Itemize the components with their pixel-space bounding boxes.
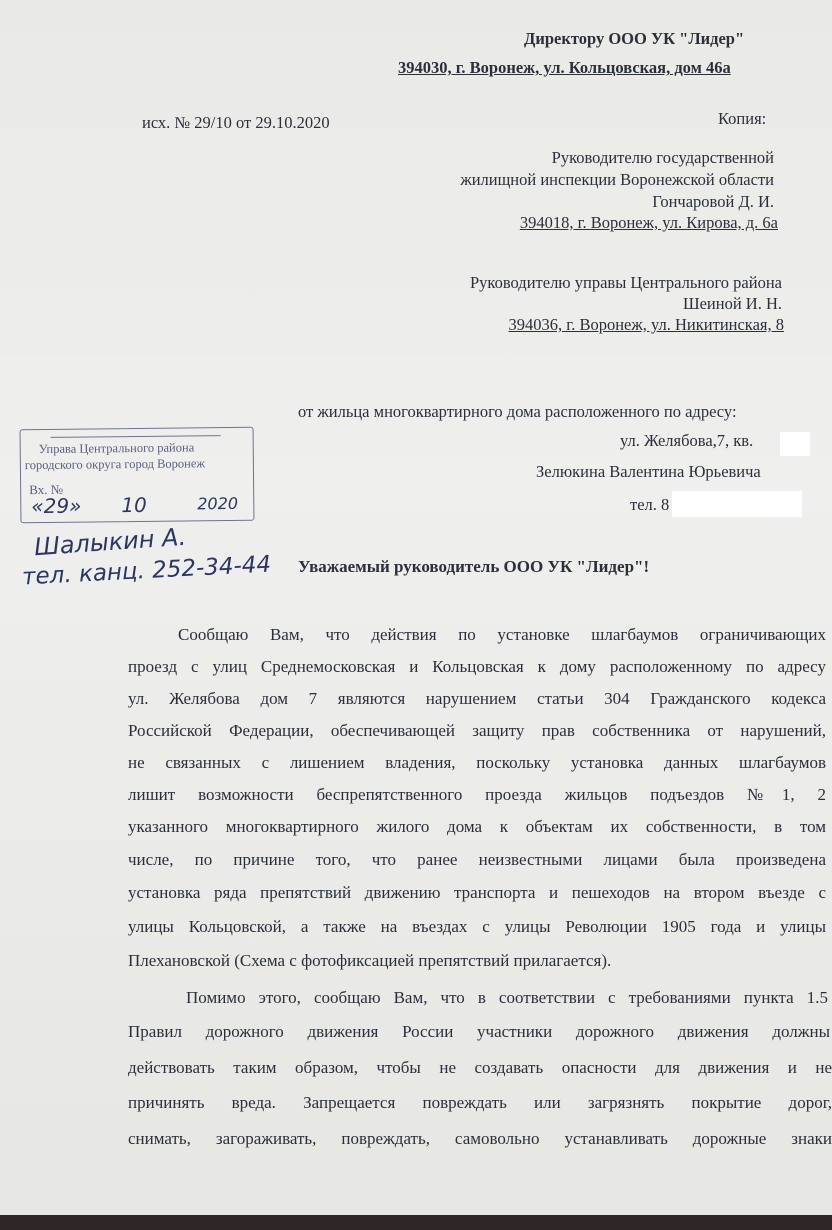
- registration-stamp: [20, 427, 255, 523]
- copy1-line2: жилищной инспекции Воронежской области: [460, 170, 774, 189]
- body-line: не связанных с лишением владения, поскольку установка данных шлагбаумов: [128, 753, 826, 772]
- body-line: действовать таким образом, чтобы не создавать опасности для движения и не: [128, 1058, 832, 1077]
- stamp-line2: городского округа город Воронеж: [24, 456, 206, 473]
- redaction-box: [672, 491, 802, 517]
- copy1-line1: Руководителю государственной: [551, 148, 774, 167]
- stamp-day: «29»: [31, 493, 82, 519]
- addressee-address: 394030, г. Воронеж, ул. Кольцовская, дом 46а: [398, 58, 731, 77]
- table-surface: [0, 1215, 832, 1230]
- body-line: Плехановской (Схема с фотофиксацией препятствий прилагается).: [128, 951, 612, 970]
- copy2-line1: Руководителю управы Центрального района: [470, 273, 782, 292]
- body-line: Правил дорожного движения России участники дорожного движения должны: [128, 1022, 830, 1041]
- sender-address: ул. Желябова,7, кв.: [620, 431, 754, 450]
- stamp-month: 10: [121, 492, 147, 518]
- salutation: Уважаемый руководитель ООО УК "Лидер"!: [298, 557, 650, 576]
- body-line: указанного многоквартирного жилого дома к объектам их собственности, в том: [128, 817, 826, 836]
- copy2-address: 394036, г. Воронеж, ул. Никитинская, 8: [508, 315, 784, 334]
- body-line: проезд с улиц Среднемосковская и Кольцовская к дому расположенному по адресу: [128, 657, 826, 676]
- stamp-line1: Управа Центрального района: [38, 440, 195, 457]
- sender-name: Зелюкина Валентина Юрьевича: [536, 462, 761, 481]
- body-line: лишит возможности беспрепятственного проезда жильцов подъездов №1, 2: [128, 785, 826, 804]
- body-line: числе, по причине того, что ранее неизвестными лицами была произведена: [128, 850, 826, 869]
- body-line: Российской Федерации, обеспечивающей защиту прав собственника от нарушений,: [128, 721, 826, 740]
- body-line: Сообщаю Вам, что действия по установке шлагбаумов ограничивающих: [178, 625, 826, 644]
- body-line: установка ряда препятствий движению транспорта и пешеходов на втором въезде с: [128, 883, 826, 902]
- body-line: ул. Желябова дом 7 являются нарушением статьи 304 Гражданского кодекса: [128, 689, 826, 708]
- handwritten-name: Шалыкин А.: [33, 522, 187, 562]
- copy1-address: 394018, г. Воронеж, ул. Кирова, д. 6а: [519, 213, 778, 232]
- outgoing-number: исх. № 29/10 от 29.10.2020: [142, 113, 330, 132]
- stamp-year: 2020: [197, 493, 239, 514]
- stamp-divider: [51, 435, 221, 438]
- copy-label: Копия:: [718, 109, 767, 128]
- stamp-incoming-label: Вх. №: [29, 481, 64, 498]
- body-line: Помимо этого, сообщаю Вам, что в соответствии с требованиями пункта 1.5: [186, 988, 828, 1007]
- copy2-line2: Шеиной И. Н.: [682, 294, 782, 313]
- sender-line1: от жильца многоквартирного дома расположенного по адресу:: [298, 402, 737, 421]
- sender-phone: тел. 8: [630, 495, 670, 514]
- body-line: снимать, загораживать, повреждать, самовольно устанавливать дорожные знаки: [128, 1129, 832, 1148]
- redaction-box: [780, 432, 810, 456]
- handwritten-phone: тел. канц. 252-34-44: [21, 551, 272, 591]
- body-line: улицы Кольцовской, а также на въездах с улицы Революции 1905 года и улицы: [128, 917, 826, 936]
- body-line: причинять вреда. Запрещается повреждать или загрязнять покрытие дорог,: [128, 1093, 832, 1112]
- copy1-line3: Гончаровой Д. И.: [652, 192, 774, 211]
- addressee-title: Директору ООО УК "Лидер": [524, 29, 745, 48]
